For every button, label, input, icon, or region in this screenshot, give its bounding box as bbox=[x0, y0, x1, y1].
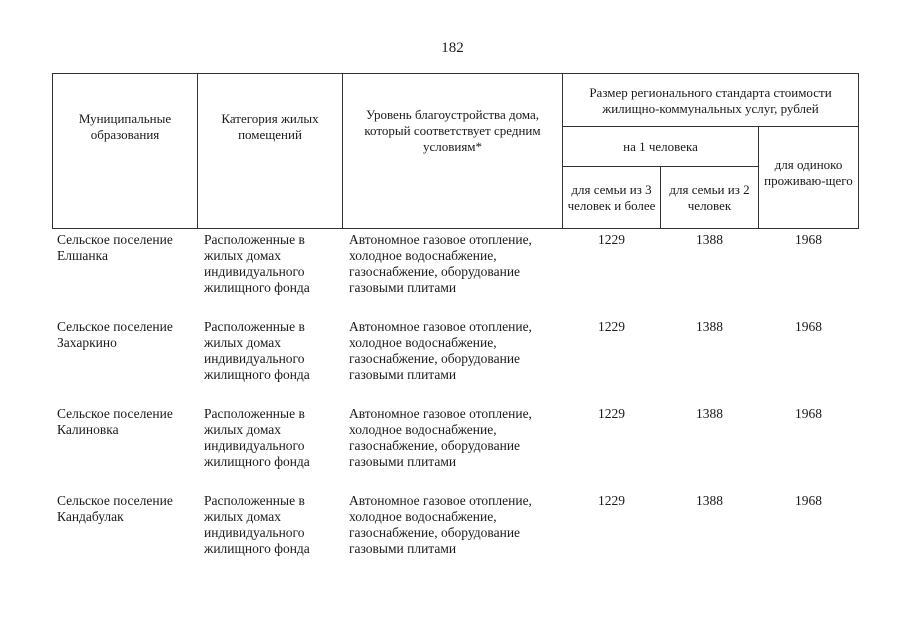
header-level: Уровень благоустройства дома, который соответствует средним условиям* bbox=[364, 107, 541, 154]
cell-municipality: Сельское поселение Елшанка bbox=[57, 232, 173, 263]
cell-family3: 1229 bbox=[598, 232, 625, 247]
cell-family2: 1388 bbox=[696, 319, 723, 334]
header-standard: Размер регионального стандарта стоимости жилищно-коммунальных услуг, рублей bbox=[589, 85, 832, 116]
page-number: 182 bbox=[441, 40, 464, 56]
cell-single: 1968 bbox=[795, 232, 822, 247]
cell-family3: 1229 bbox=[598, 319, 625, 334]
header-family2: для семьи из 2 человек bbox=[669, 181, 750, 213]
cell-municipality: Сельское поселение Захаркино bbox=[57, 319, 173, 350]
cell-category: Расположенные в жилых домах индивидуального жилищного фонда bbox=[204, 406, 310, 469]
cell-level: Автономное газовое отопление, холодное водоснабжение, газоснабжение, оборудование газовыми плитами bbox=[349, 232, 532, 295]
cell-level: Автономное газовое отопление, холодное водоснабжение, газоснабжение, оборудование газовыми плитами bbox=[349, 493, 532, 556]
cell-family3: 1229 bbox=[598, 493, 625, 508]
cell-category: Расположенные в жилых домах индивидуального жилищного фонда bbox=[204, 493, 310, 556]
table-header bbox=[52, 73, 859, 229]
cell-category: Расположенные в жилых домах индивидуального жилищного фонда bbox=[204, 319, 310, 382]
cell-family2: 1388 bbox=[696, 406, 723, 421]
cell-category: Расположенные в жилых домах индивидуального жилищного фонда bbox=[204, 232, 310, 295]
cell-level: Автономное газовое отопление, холодное водоснабжение, газоснабжение, оборудование газовыми плитами bbox=[349, 319, 532, 382]
header-category: Категория жилых помещений bbox=[221, 111, 319, 142]
cell-family3: 1229 bbox=[598, 406, 625, 421]
cell-municipality: Сельское поселение Кандабулак bbox=[57, 493, 173, 524]
header-per-person: на 1 человека bbox=[623, 138, 698, 154]
cell-family2: 1388 bbox=[696, 493, 723, 508]
cell-single: 1968 bbox=[795, 493, 822, 508]
header-family3: для семьи из 3 человек и более bbox=[567, 181, 656, 213]
cell-municipality: Сельское поселение Калиновка bbox=[57, 406, 173, 437]
cell-level: Автономное газовое отопление, холодное водоснабжение, газоснабжение, оборудование газовыми плитами bbox=[349, 406, 532, 469]
cell-single: 1968 bbox=[795, 319, 822, 334]
header-municipality: Муниципальные образования bbox=[78, 111, 172, 142]
cell-family2: 1388 bbox=[696, 232, 723, 247]
cell-single: 1968 bbox=[795, 406, 822, 421]
header-single: для одиноко проживаю-щего bbox=[764, 157, 853, 188]
